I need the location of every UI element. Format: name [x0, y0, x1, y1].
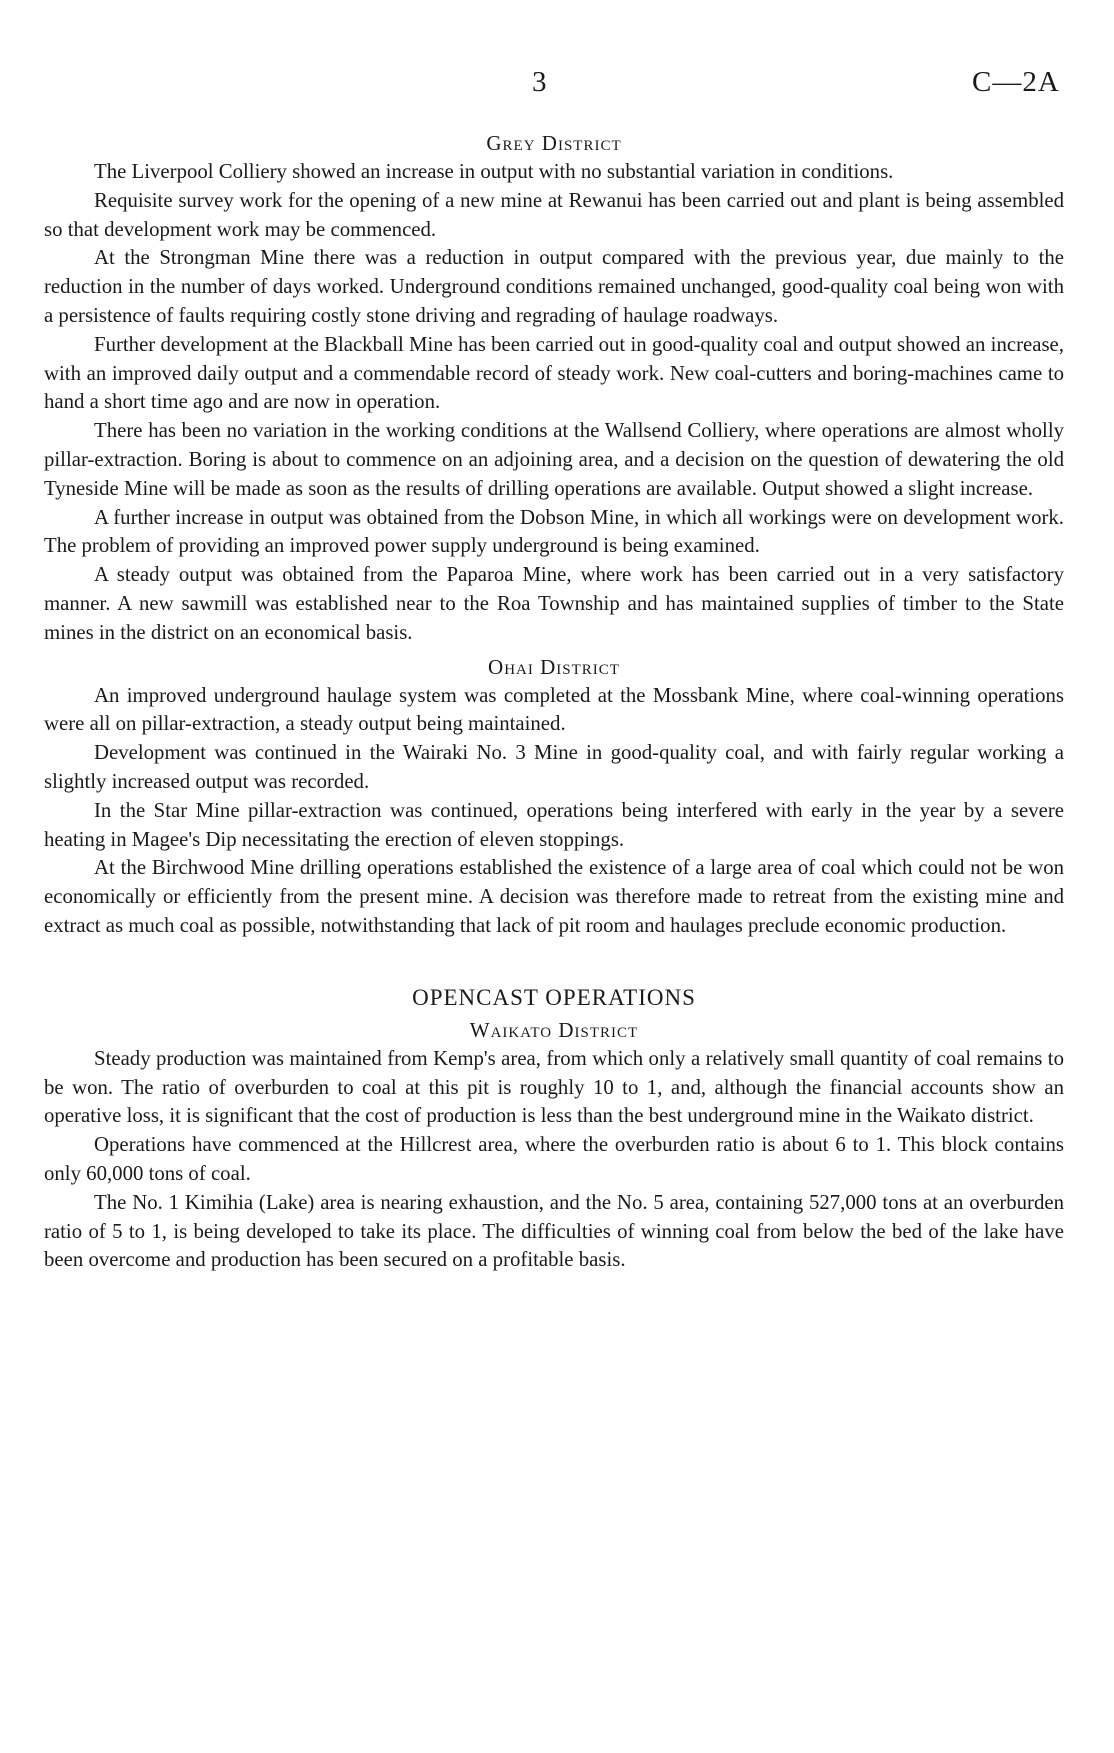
- text-column: [44, 128, 1064, 1275]
- paragraph-star-mine: In the Star Mine pillar-extraction was continued, operations being interfered with early in the year by a severe heating in Magee's Dip necessitating the erection of eleven stoppings.: [44, 798, 1064, 851]
- paragraph-kemps-area: Steady production was maintained from Kemp's area, from which only a relatively small quantity of coal remains to be won. The ratio of overburden to coal at this pit is roughly 10 to 1, and, although the financial accounts show an operative loss, it is significant that the cost of production is less than the best underground mine in the Waikato district.: [44, 1046, 1064, 1128]
- grey-district-section: [44, 128, 1064, 648]
- ohai-district-heading: Ohai District: [488, 654, 620, 679]
- paragraph-strongman: At the Strongman Mine there was a reduction in output compared with the previous year, due mainly to the reduction in the number of days worked. Underground conditions remained unchanged, good-quality coal being won with a persistence of faults requiring costly stone driving and regrading of haulage roadways.: [44, 246, 1064, 327]
- paragraph-kimihia: The No. 1 Kimihia (Lake) area is nearing exhaustion, and the No. 5 area, containing 527,000 tons at an overburden ratio of 5 to 1, is being developed to take its place. The difficulties of winning coal from below the bed of the lake have been overcome and production has been secured on a profitable basis.: [44, 1190, 1064, 1272]
- paragraph-rewanui: Requisite survey work for the opening of a new mine at Rewanui has been carried out and plant is being assembled so that development work may be commenced.: [44, 188, 1064, 241]
- opencast-operations-title: OPENCAST OPERATIONS: [412, 984, 696, 1010]
- paragraph-mossbank: An improved underground haulage system was completed at the Mossbank Mine, where coal-winning operations were all on pillar-extraction, a steady output being maintained.: [44, 683, 1064, 736]
- paragraph-blackball: Further development at the Blackball Mine has been carried out in good-quality coal and output showed an increase, with an improved daily output and a commendable record of steady work. New coal-cutters and boring-machines came to hand a short time ago and are now in operation.: [44, 332, 1064, 414]
- paragraph-birchwood: At the Birchwood Mine drilling operations established the existence of a large area of coal which could not be won economically or efficiently from the present mine. A decision was therefore made to retreat from the existing mine and extract as much coal as possible, notwithstanding that lack of pit room and haulages preclude economic production.: [44, 856, 1064, 937]
- waikato-district-heading: Waikato District: [469, 1017, 639, 1042]
- page-number: 3: [532, 66, 548, 98]
- page-header: [0, 66, 1114, 100]
- page-reference: C—2A: [972, 66, 1060, 98]
- grey-district-heading: Grey District: [486, 131, 622, 155]
- paragraph-paparoa: A steady output was obtained from the Paparoa Mine, where work has been carried out in a very satisfactory manner. A new sawmill was established near to the Roa Township and has maintained supplies of timber to the State mines in the district on an economical basis.: [44, 563, 1064, 644]
- paragraph-dobson: A further increase in output was obtained from the Dobson Mine, in which all workings were on development work. The problem of providing an improved power supply underground is being examined.: [44, 505, 1064, 558]
- opencast-operations-section: [44, 981, 1064, 1275]
- paragraph-hillcrest: Operations have commenced at the Hillcrest area, where the overburden ratio is about 6 to 1. This block contains only 60,000 tons of coal.: [44, 1133, 1064, 1185]
- ohai-district-section: [44, 652, 1064, 941]
- paragraph-wallsend: There has been no variation in the working conditions at the Wallsend Colliery, where operations are almost wholly pillar-extraction. Boring is about to commence on an adjoining area, and a decision on the question of dewatering the old Tyneside Mine will be made as soon as the results of drilling operations are available. Output showed a slight increase.: [44, 419, 1064, 500]
- paragraph-liverpool: The Liverpool Colliery showed an increase in output with no substantial variation in conditions.: [94, 160, 894, 183]
- paragraph-wairaki: Development was continued in the Wairaki No. 3 Mine in good-quality coal, and with fairly regular working a slightly increased output was recorded.: [44, 741, 1064, 793]
